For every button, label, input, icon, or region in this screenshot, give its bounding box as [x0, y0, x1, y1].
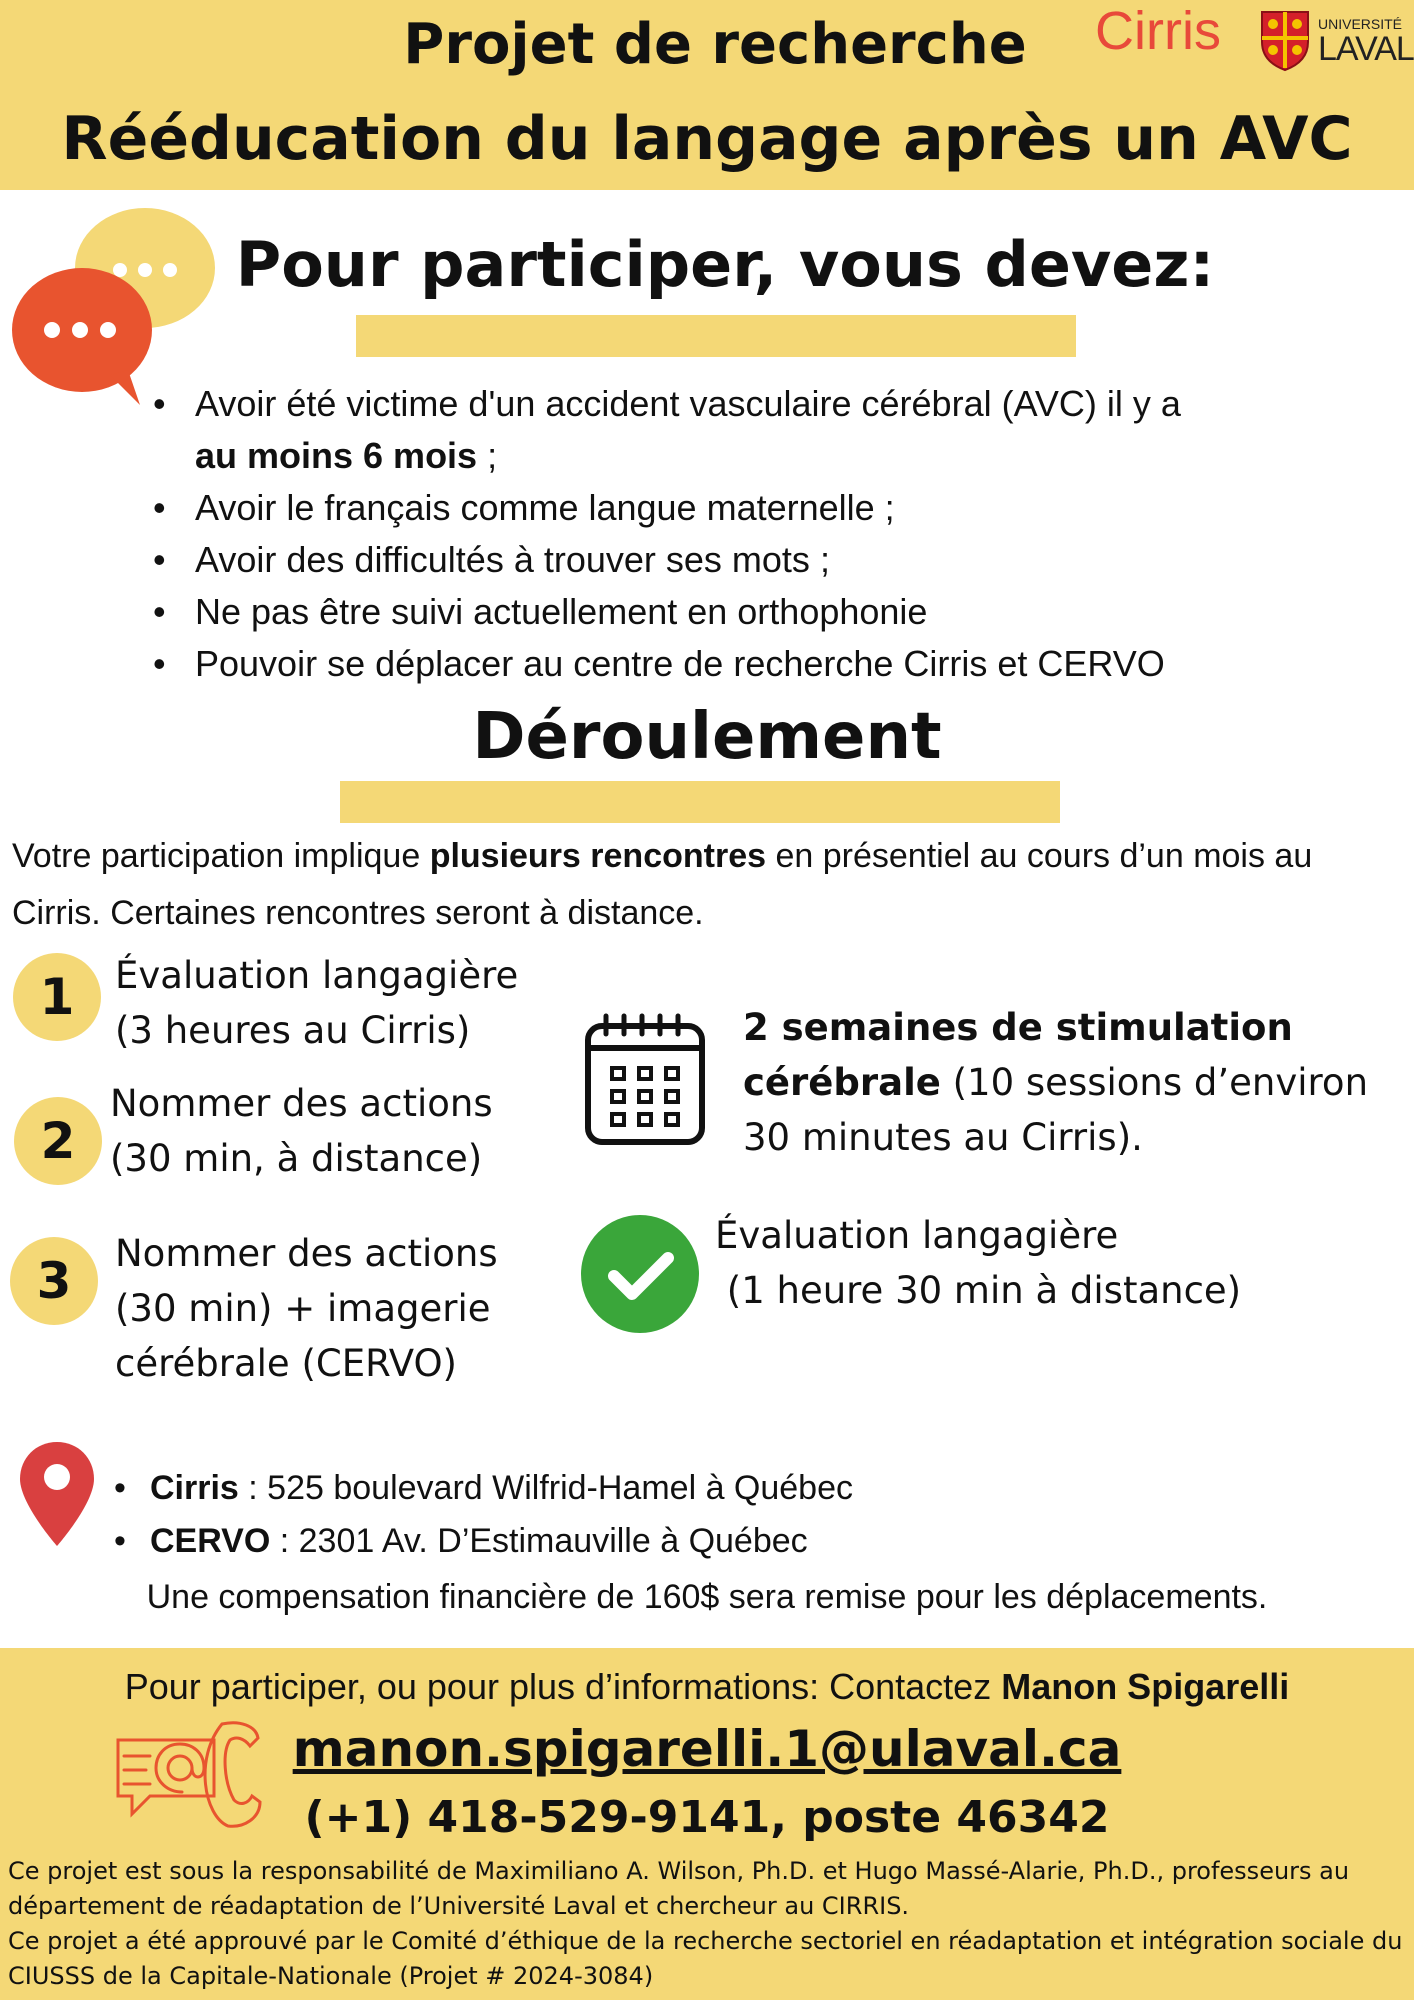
step-number-badge: 2	[14, 1097, 102, 1185]
laval-label: LAVAL	[1318, 30, 1414, 68]
list-item	[195, 378, 1395, 482]
step-line: Nommer des actions	[110, 1082, 493, 1125]
stimulation-bold: 2 semaines de stimulation cérébrale	[743, 1006, 1293, 1104]
list-item	[150, 1462, 1350, 1515]
university-crest-icon	[1258, 8, 1312, 72]
procedure-intro	[12, 828, 1407, 942]
contact-name: Manon Spigarelli	[1001, 1666, 1290, 1707]
note-line: Ce projet est sous la responsabilité de Maximiliano A. Wilson, Ph.D. et Hugo Massé-Alarie, Ph.D., professeurs au département de réadaptation de l’Université Laval et chercheur au CIRRIS.	[8, 1857, 1350, 1920]
calendar-icon	[584, 1012, 706, 1147]
list-item: • Ne pas être suivi actuellement en orthophonie	[195, 586, 1395, 638]
contact-email-link[interactable]: manon.spigarelli.1@ulaval.ca	[292, 1720, 1122, 1778]
final-line: (1 heure 30 min à distance)	[715, 1269, 1242, 1312]
contact-line	[0, 1666, 1414, 1708]
list-item	[150, 1515, 1350, 1568]
stimulation-detail: (10 sessions d’environ 30 minutes au Cirris).	[743, 1061, 1369, 1159]
list-item: • Pouvoir se déplacer au centre de recherche Cirris et CERVO	[195, 638, 1395, 690]
procedure-title: Déroulement	[472, 700, 942, 774]
locations-list	[150, 1462, 1350, 1568]
step-1-text	[115, 948, 518, 1058]
highlight-bar	[356, 315, 1076, 357]
step-3-text	[115, 1226, 498, 1391]
title-line-2: Rééducation du langage après un AVC	[61, 104, 1353, 174]
step-number-badge: 3	[10, 1237, 98, 1325]
criteria-bold: au moins 6 mois	[195, 435, 478, 476]
stimulation-text	[743, 1000, 1403, 1165]
checkmark-icon	[580, 1214, 700, 1334]
note-line: Ce projet a été approuvé par le Comité d’éthique de la recherche sectoriel en réadaptation et intégration sociale du CIUSSS de la Capitale-Nationale (Projet # 2024-3084)	[8, 1927, 1403, 1990]
final-line: Évaluation langagière	[715, 1214, 1119, 1257]
list-item: • Avoir des difficultés à trouver ses mots ;	[195, 534, 1395, 586]
step-line: cérébrale (CERVO)	[115, 1342, 457, 1385]
highlight-bar	[340, 781, 1060, 823]
list-item: • Avoir le français comme langue maternelle ;	[195, 482, 1395, 534]
location-name: CERVO	[150, 1522, 271, 1560]
footer-notes	[8, 1854, 1408, 1994]
cirris-logo: Cirris	[1095, 1, 1221, 61]
location-address: : 2301 Av. D’Estimauville à Québec	[270, 1522, 808, 1560]
criteria-title: Pour participer, vous devez:	[235, 228, 1215, 301]
location-pin-icon	[18, 1440, 96, 1548]
location-address: : 525 boulevard Wilfrid-Hamel à Québec	[238, 1469, 854, 1507]
step-line: Nommer des actions	[115, 1232, 498, 1275]
university-label: UNIVERSITÉ	[1318, 16, 1403, 32]
step-line: (30 min) + imagerie	[115, 1287, 491, 1330]
title-line-1: Projet de recherche	[403, 12, 1027, 77]
contact-text: Pour participer, ou pour plus d’informations: Contactez	[124, 1666, 1002, 1707]
intro-text: Votre participation implique	[12, 837, 430, 875]
criteria-list	[195, 378, 1395, 690]
criteria-text: Avoir été victime d'un accident vasculaire cérébral (AVC) il y a	[195, 383, 1181, 424]
final-evaluation-text	[715, 1208, 1375, 1318]
compensation-note: Une compensation financière de 160$ sera remise pour les déplacements.	[146, 1578, 1268, 1616]
step-line: Évaluation langagière	[115, 954, 519, 997]
contact-phone: (+1) 418-529-9141, poste 46342	[304, 1792, 1110, 1843]
step-2-text	[110, 1076, 493, 1186]
step-number-badge: 1	[13, 953, 101, 1041]
intro-bold: plusieurs rencontres	[429, 837, 767, 875]
location-name: Cirris	[150, 1469, 239, 1507]
step-line: (30 min, à distance)	[110, 1137, 483, 1180]
criteria-suffix: ;	[477, 435, 498, 476]
intro-text: en présentiel au cours d’un mois au Cirris. Certaines rencontres seront à distance.	[12, 837, 1313, 932]
step-line: (3 heures au Cirris)	[115, 1009, 471, 1052]
